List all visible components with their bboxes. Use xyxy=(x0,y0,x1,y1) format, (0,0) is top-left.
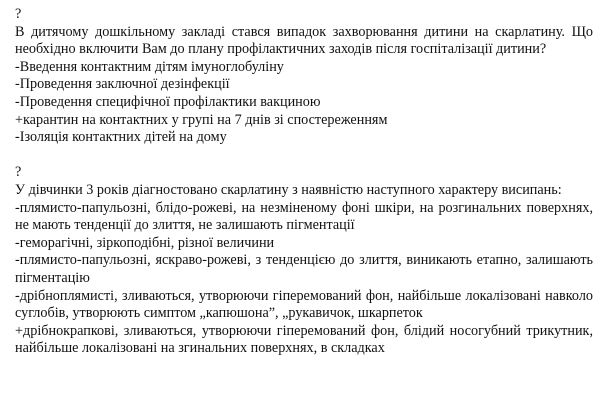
question-block-2 xyxy=(15,164,593,358)
question-text: В дитячому дошкільному закладі стався випадок захворювання дитини на скарлатину. Що необхідно включити Вам до плану профілактичних заходів після госпіталізації дитини? xyxy=(15,23,593,58)
answer-option: -геморагічні, зіркоподібні, різної величини xyxy=(15,234,275,251)
question-mark: ? xyxy=(15,164,22,181)
answer-option: -Ізоляція контактних дітей на дому xyxy=(15,129,227,146)
question-block-1 xyxy=(15,6,593,147)
answer-option: -плямисто-папульозні, яскраво-рожеві, з тенденцією до злиття, виникають етапно, залишають пігментацію xyxy=(15,252,593,286)
answer-option: -Введення контактним дітям імуноглобуліну xyxy=(15,58,284,75)
answer-option-correct: +карантин на контактних у групі на 7 днів зі спостереженням xyxy=(15,111,388,128)
question-mark: ? xyxy=(15,6,22,22)
document-body xyxy=(15,6,593,358)
blank-line xyxy=(15,147,593,165)
answer-option: -дрібноплямисті, зливаються, утворюючи гіперемований фон, найбільше локалізовані навколо суглобів, утворюють симптом „капюшона”, „рукавичок, шкарпеток xyxy=(15,287,593,322)
answer-option-correct: +дрібнокрапкові, зливаються, утворюючи гіперемований фон, блідий носогубний трикутник, найбільше локалізовані на згинальних поверхнях, в складках xyxy=(15,322,593,357)
question-text: У дівчинки 3 років діагностовано скарлатину з наявністю наступного характеру висипань: xyxy=(15,181,562,198)
answer-option: -плямисто-папульозні, блідо-рожеві, на незміненому фоні шкіри, на розгинальних поверхнях, не мають тенденції до злиття, не залишають пігментації xyxy=(15,199,593,234)
answer-option: -Проведення специфічної профілактики вакциною xyxy=(15,93,321,110)
answer-option: -Проведення заключної дезінфекції xyxy=(15,76,230,93)
